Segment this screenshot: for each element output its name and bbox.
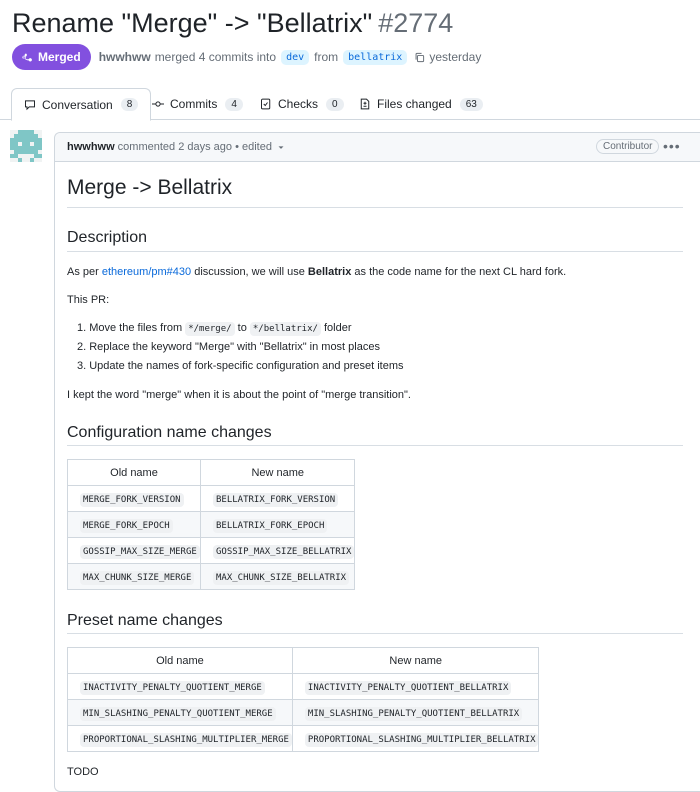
checklist-icon: [260, 98, 272, 110]
table-header: Old name: [68, 648, 293, 674]
item1-to: to: [237, 322, 247, 334]
head-branch[interactable]: bellatrix: [343, 50, 407, 65]
intro-mid: discussion, we will use: [194, 266, 305, 278]
pr-author-link[interactable]: hwwhww: [98, 50, 151, 64]
table-header: New name: [292, 648, 539, 674]
commit-icon: [152, 98, 164, 110]
preset-heading: Preset name changes: [67, 612, 223, 629]
merged-status-label: Merged: [38, 50, 81, 64]
tab-conversation[interactable]: [11, 88, 151, 121]
git-merge-icon: [22, 51, 34, 63]
table-cell: INACTIVITY_PENALTY_QUOTIENT_MERGE: [80, 681, 265, 695]
tab-files-changed[interactable]: [359, 88, 483, 120]
this-pr-text: This PR:: [67, 294, 110, 306]
table-cell: PROPORTIONAL_SLASHING_MULTIPLIER_MERGE: [80, 733, 292, 747]
description-heading: Description: [67, 229, 148, 246]
tab-commits[interactable]: [152, 88, 243, 120]
note-paragraph: I kept the word "merge" when it is about the point of "merge transition".: [67, 389, 411, 401]
table-header: New name: [201, 460, 355, 486]
tab-count: 0: [326, 98, 344, 111]
pr-title-text: Rename "Merge" -> "Bellatrix": [12, 8, 373, 38]
item2-text: 2. Replace the keyword "Merge" with "Bellatrix" in most places: [77, 341, 380, 353]
comment-header: [55, 133, 700, 162]
pr-meta: [12, 44, 481, 70]
intro-pre: As per: [67, 266, 99, 278]
item3-text: 3. Update the names of fork-specific configuration and preset items: [77, 360, 404, 372]
avatar[interactable]: [10, 130, 42, 162]
tab-label: Commits: [170, 97, 218, 111]
item1-pre: 1. Move the files from: [77, 322, 183, 334]
table-cell: GOSSIP_MAX_SIZE_MERGE: [80, 545, 200, 559]
preset-table: [67, 647, 539, 752]
intro-post: as the code name for the next CL hard fork.: [354, 266, 567, 278]
table-header: Old name: [68, 460, 201, 486]
table-row: [68, 700, 539, 726]
list-item: [67, 360, 404, 379]
config-heading: Configuration name changes: [67, 424, 272, 441]
pr-tabs: [0, 88, 700, 120]
list-item: [67, 322, 404, 341]
tab-checks[interactable]: [260, 88, 344, 120]
table-cell: BELLATRIX_FORK_EPOCH: [213, 519, 327, 533]
table-row: [68, 726, 539, 752]
list-item: [67, 341, 404, 360]
tab-label: Checks: [278, 97, 319, 111]
code-merge-path: */merge/: [185, 322, 234, 336]
kebab-menu-icon[interactable]: •••: [663, 138, 681, 154]
from-text: from: [314, 50, 339, 64]
table-cell: INACTIVITY_PENALTY_QUOTIENT_BELLATRIX: [305, 681, 511, 695]
table-row: [68, 486, 355, 512]
table-cell: MIN_SLASHING_PENALTY_QUOTIENT_MERGE: [80, 707, 276, 721]
pr-action-text: merged 4 commits into: [154, 50, 277, 64]
tab-label: Conversation: [42, 97, 113, 112]
change-list: [67, 322, 404, 379]
intro-paragraph: [67, 266, 566, 278]
table-cell: PROPORTIONAL_SLASHING_MULTIPLIER_BELLATRIX: [305, 733, 539, 747]
chevron-down-icon[interactable]: [276, 142, 286, 152]
table-row: [68, 674, 539, 700]
divider: [67, 633, 683, 634]
table-cell: MERGE_FORK_EPOCH: [80, 519, 173, 533]
config-table: [67, 459, 355, 590]
table-cell: MAX_CHUNK_SIZE_BELLATRIX: [213, 571, 349, 585]
copy-icon[interactable]: [414, 52, 425, 63]
file-diff-icon: [359, 98, 371, 110]
todo-text: TODO: [67, 766, 99, 778]
table-cell: GOSSIP_MAX_SIZE_BELLATRIX: [213, 545, 354, 559]
comment-meta[interactable]: commented 2 days ago • edited: [117, 141, 272, 153]
pr-number: #2774: [378, 8, 454, 38]
table-cell: MERGE_FORK_VERSION: [80, 493, 184, 507]
divider: [67, 445, 683, 446]
comment-box: [54, 132, 700, 792]
table-cell: MAX_CHUNK_SIZE_MERGE: [80, 571, 194, 585]
item1-post: folder: [323, 322, 352, 334]
divider: [67, 207, 683, 208]
base-branch[interactable]: dev: [281, 50, 309, 65]
comment-icon: [24, 99, 36, 111]
contributor-badge: Contributor: [596, 139, 659, 154]
code-bellatrix-path: */bellatrix/: [250, 322, 321, 336]
pm-issue-link[interactable]: ethereum/pm#430: [101, 266, 192, 278]
divider: [67, 251, 683, 252]
comment-heading: Merge -> Bellatrix: [67, 176, 233, 199]
tab-count: 8: [121, 98, 139, 111]
merged-status-badge: [12, 44, 91, 70]
comment-author[interactable]: hwwhww: [67, 141, 115, 153]
table-row: [68, 512, 355, 538]
table-cell: BELLATRIX_FORK_VERSION: [213, 493, 338, 507]
table-cell: MIN_SLASHING_PENALTY_QUOTIENT_BELLATRIX: [305, 707, 522, 721]
table-row: [68, 538, 355, 564]
intro-bold: Bellatrix: [307, 266, 352, 278]
pr-title: [12, 8, 453, 39]
tab-count: 4: [225, 98, 243, 111]
pr-time: yesterday: [429, 50, 482, 64]
table-row: [68, 564, 355, 590]
tab-count: 63: [460, 98, 483, 111]
tab-label: Files changed: [377, 97, 452, 111]
